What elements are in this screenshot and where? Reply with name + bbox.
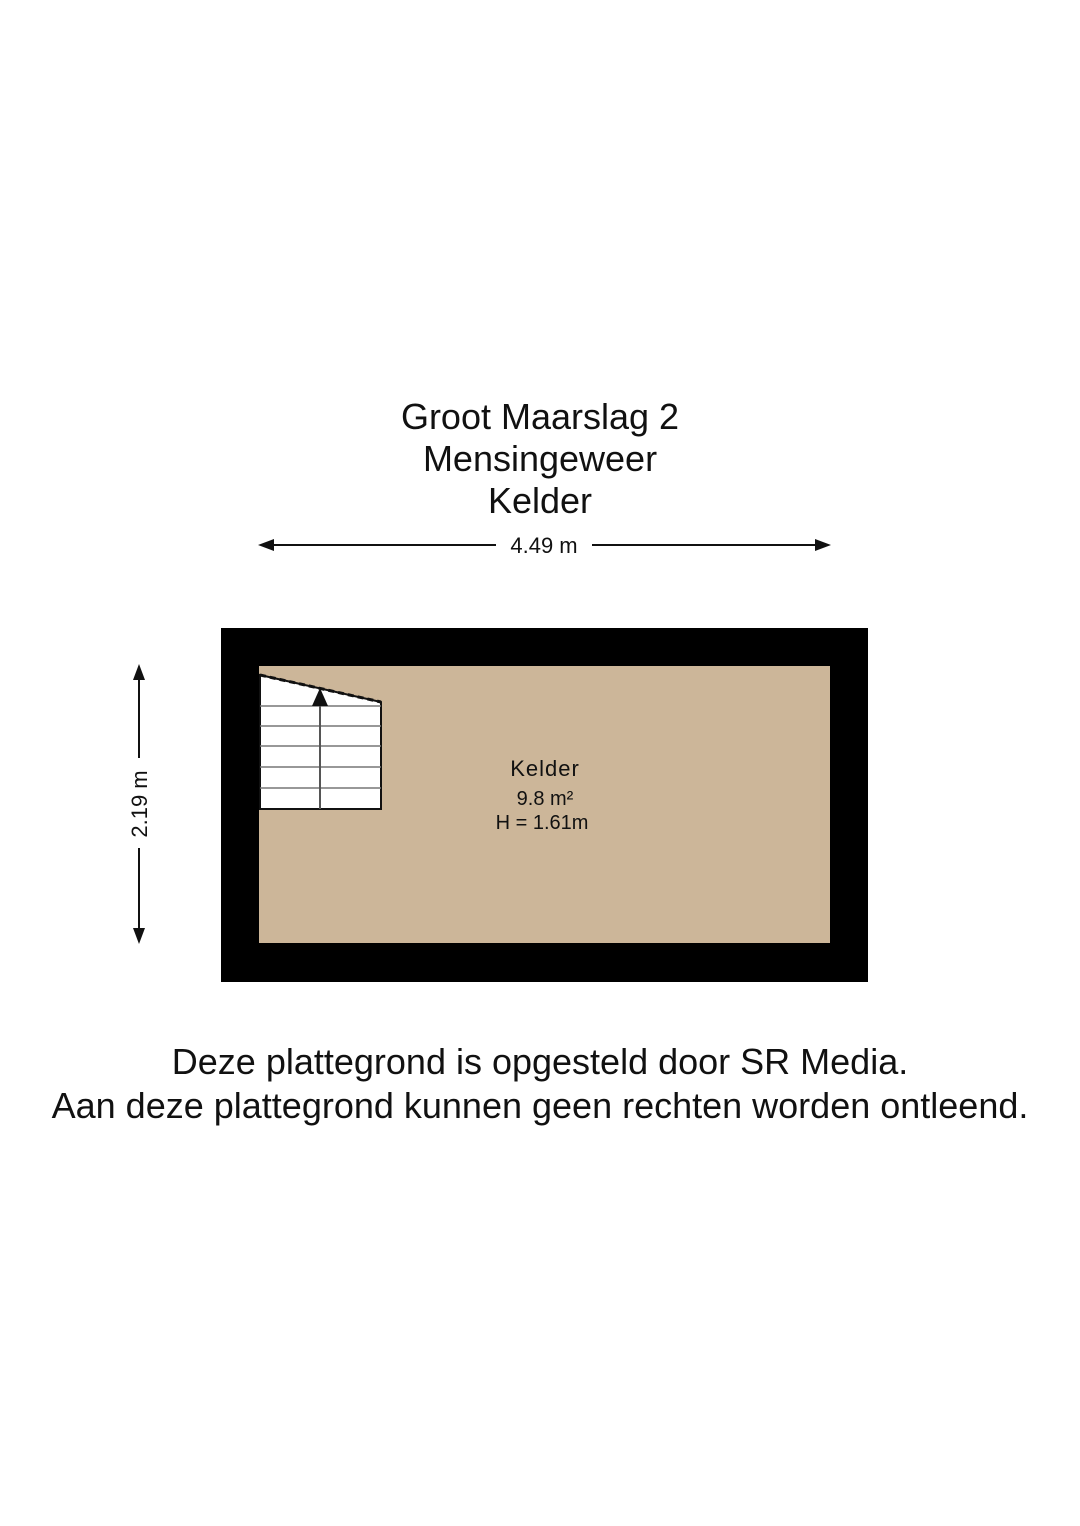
disclaimer-line-2: Aan deze plattegrond kunnen geen rechten worden ontleend. bbox=[51, 1085, 1029, 1126]
width-dimension-label: 4.49 m bbox=[510, 533, 578, 558]
width-arrow-left-icon bbox=[258, 539, 274, 551]
disclaimer bbox=[0, 1040, 1080, 1128]
floor-title: Kelder bbox=[487, 480, 593, 521]
width-dimension bbox=[258, 533, 831, 558]
height-arrow-up-icon bbox=[133, 664, 145, 680]
disclaimer-line-1: Deze plattegrond is opgesteld door SR Media. bbox=[171, 1041, 909, 1082]
room-name: Kelder bbox=[510, 756, 580, 781]
height-dimension bbox=[127, 664, 152, 944]
room-ceiling-height: H = 1.61m bbox=[495, 812, 589, 834]
height-arrow-down-icon bbox=[133, 928, 145, 944]
address-title: Groot Maarslag 2 bbox=[400, 396, 680, 437]
city-title: Mensingeweer bbox=[422, 438, 658, 479]
height-dimension-label: 2.19 m bbox=[127, 770, 152, 838]
width-arrow-right-icon bbox=[815, 539, 831, 551]
room-area: 9.8 m² bbox=[516, 788, 574, 810]
